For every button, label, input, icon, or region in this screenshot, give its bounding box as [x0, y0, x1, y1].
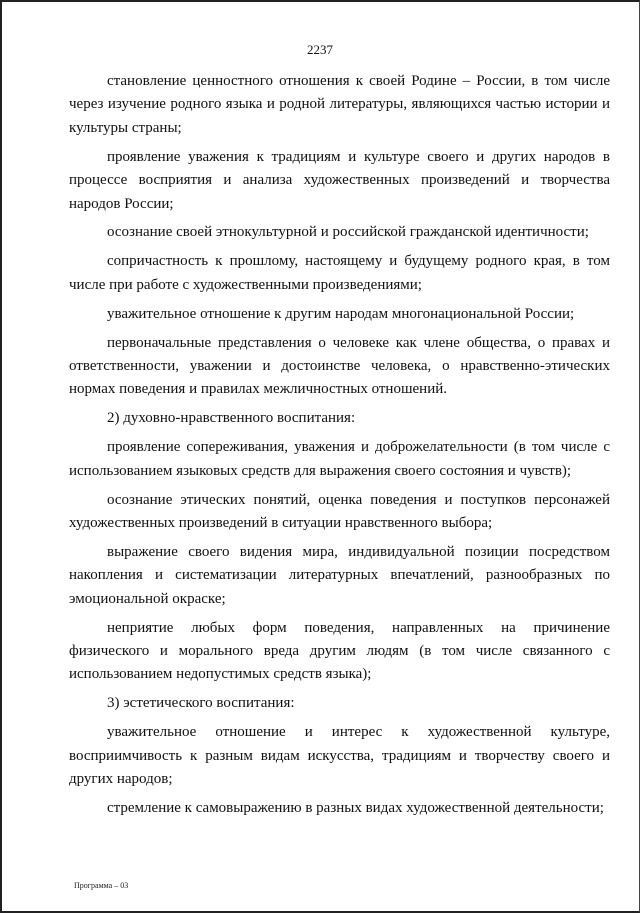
paragraph-rejection-harm: неприятие любых форм поведения, направленных на причинение физического и морального вреда другим людям (в том числе связанного с использованием недопустимых средств языка); — [69, 619, 610, 683]
paragraph-worldview: выражение своего видения мира, индивидуальной позиции посредством накопления и систематизации литературных впечатлений, разнообразных по эмоциональной окраске; — [69, 543, 610, 607]
paragraph-art-culture: уважительное отношение и интерес к художественной культуре, восприимчивость к разным видам искусства, традициям и творчеству своего и других народов; — [69, 724, 610, 787]
paragraph-patriotic-homeland: становление ценностного отношения к своей Родине – России, в том числе через изучение родного языка и родной литературы, являющихся частью истории и культуры страны; — [69, 73, 610, 136]
page-number: 2237 — [307, 42, 333, 57]
footer-program-label: Программа – 03 — [74, 881, 129, 890]
paragraph-ethical-concepts: осознание этических понятий, оценка поведения и поступков персонажей художественных произведений в ситуации нравственного выбора; — [69, 491, 610, 531]
paragraph-native-land: сопричастность к прошлому, настоящему и будущему родного края, в том числе при работе с художественными произведениями; — [69, 253, 610, 293]
paragraph-respect-peoples: уважительное отношение к другим народам многонациональной России; — [107, 305, 575, 322]
section-heading-spiritual-moral: 2) духовно-нравственного воспитания: — [107, 410, 356, 427]
paragraph-civic-identity: осознание своей этнокультурной и российской гражданской идентичности; — [107, 224, 589, 241]
paragraph-self-expression: стремление к самовыражению в разных видах художественной деятельности; — [107, 799, 604, 816]
paragraph-empathy: проявление сопереживания, уважения и доброжелательности (в том числе с использованием языковых средств для выражения своего состояния и чувств); — [69, 439, 610, 479]
document-body — [69, 70, 610, 826]
section-heading-aesthetic: 3) эстетического воспитания: — [107, 695, 295, 712]
paragraph-respect-traditions: проявление уважения к традициям и культуре своего и других народов в процессе восприятия и анализа художественных произведений и творчества народов России; — [69, 148, 610, 212]
paragraph-human-society: первоначальные представления о человеке как члене общества, о правах и ответственности, уважении и достоинстве человека, о нравственно-этических нормах поведения и правилах межличностных отношений. — [69, 334, 610, 398]
